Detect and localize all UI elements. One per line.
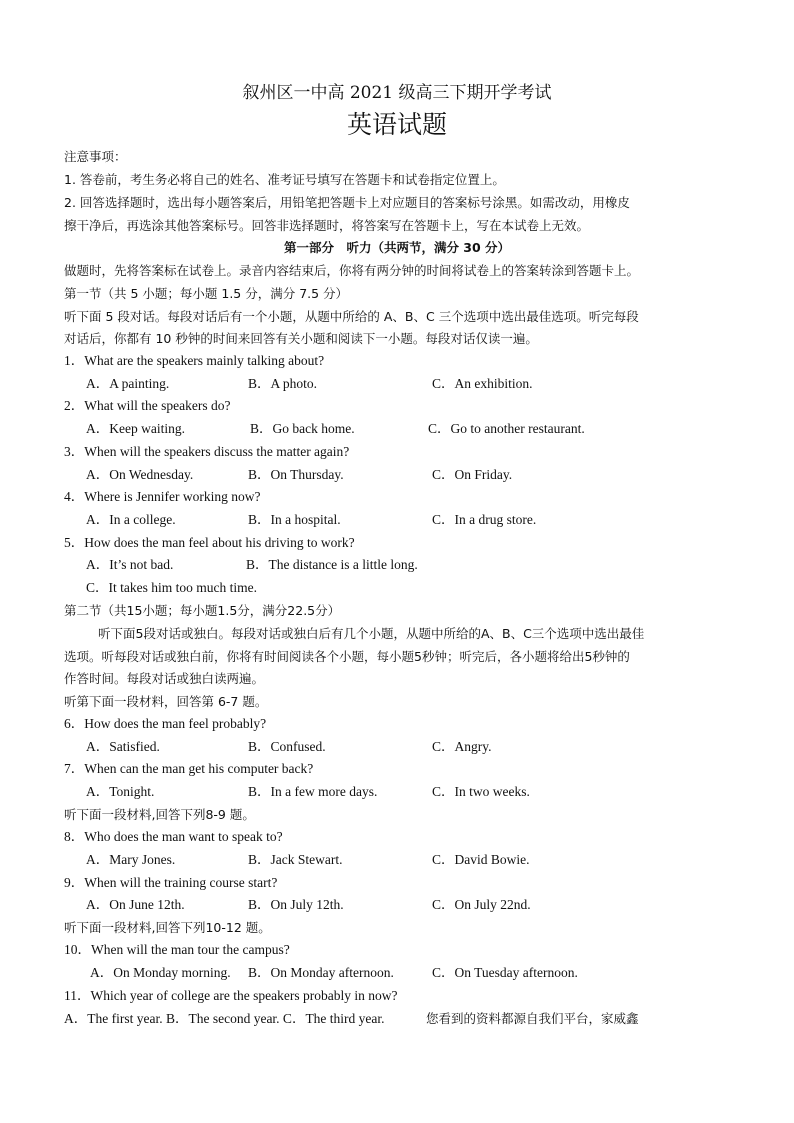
- option-a: A．Keep waiting.: [86, 421, 185, 436]
- option-b: B．The distance is a little long.: [246, 557, 418, 572]
- question-stem: 4．Where is Jennifer working now?: [64, 489, 261, 504]
- question-stem: 1．What are the speakers mainly talking about?: [64, 353, 325, 368]
- option-c: C．On Friday.: [432, 467, 513, 482]
- option-b: B．A photo.: [248, 376, 318, 391]
- option-c: C．Go to another restaurant.: [428, 421, 585, 436]
- option-a: A．It’s not bad.: [86, 557, 174, 572]
- note-2-line-1: 2. 回答选择题时，选出每小题答案后，用铅笔把答题卡上对应题目的答案标号涂黑。如需改动，用橡皮: [64, 195, 630, 210]
- exam-school-line: 叙州区一中高 2021 级高三下期开学考试: [242, 83, 552, 103]
- material-heading: 听第下面一段材料，回答第 6-7 题。: [64, 694, 268, 709]
- option-c: C．An exhibition.: [432, 376, 533, 391]
- section1-title: 第一节（共 5 小题；每小题 1.5 分，满分 7.5 分）: [64, 286, 349, 301]
- note-2-line-2: 擦干净后，再选涂其他答案标号。回答非选择题时，将答案写在答题卡上，写在本试卷上无效。: [64, 218, 590, 233]
- question-stem: 11．Which year of college are the speakers probably in now?: [64, 988, 398, 1003]
- section2-instruction-line-2: 选项。听每段对话或独白前，你将有时间阅读各个小题，每小题5秒钟；听完后，各小题将给出5秒钟的: [64, 649, 630, 664]
- question-stem: 7．When can the man get his computer back?: [64, 761, 314, 776]
- question-stem: 9．When will the training course start?: [64, 875, 278, 890]
- option-a: A．On Monday morning.: [90, 965, 231, 980]
- option-c: C．On Tuesday afternoon.: [432, 965, 578, 980]
- exam-subject-title: 英语试题: [346, 110, 447, 139]
- section1-instruction-line-1: 听下面 5 段对话。每段对话后有一个小题，从题中所给的 A、B、C 三个选项中选出最佳选项。听完每段: [64, 309, 639, 324]
- section2-instruction-line-3: 作答时间。每段对话或独白读两遍。: [64, 671, 265, 686]
- option-b: B．On July 12th.: [248, 897, 344, 912]
- question-stem: 8．Who does the man want to speak to?: [64, 829, 283, 844]
- section1-instruction-line-2: 对话后，你都有 10 秒钟的时间来回答有关小题和阅读下一小题。每段对话仅读一遍。: [64, 331, 538, 346]
- question-stem: 2．What will the speakers do?: [64, 398, 231, 413]
- option-a: A．Tonight.: [86, 784, 155, 799]
- options-line: A．The first year. B．The second year. C．The third year.: [64, 1011, 385, 1026]
- part1-title: 第一部分 听力（共两节，满分 30 分）: [283, 240, 511, 255]
- option-a: A．A painting.: [86, 376, 170, 391]
- note-1: 1. 答卷前，考生务必将自己的姓名、准考证号填写在答题卡和试卷指定位置上。: [64, 172, 505, 187]
- option-a: A．On June 12th.: [86, 897, 185, 912]
- option-b: B．Confused.: [248, 739, 326, 754]
- option-c: C．It takes him too much time.: [86, 580, 257, 595]
- option-b: B．Jack Stewart.: [248, 852, 343, 867]
- option-b: B．On Monday afternoon.: [248, 965, 394, 980]
- option-c: C．Angry.: [432, 739, 492, 754]
- trailing-note: 您看到的资料都源自我们平台，家威鑫: [426, 1011, 639, 1026]
- option-c: C．David Bowie.: [432, 852, 530, 867]
- material-heading: 听下面一段材料,回答下列8-9 题。: [64, 807, 255, 822]
- option-c: C．In two weeks.: [432, 784, 530, 799]
- option-c: C．On July 22nd.: [432, 897, 531, 912]
- option-a: A．On Wednesday.: [86, 467, 194, 482]
- option-b: B．In a hospital.: [248, 512, 341, 527]
- question-stem: 5．How does the man feel about his driving to work?: [64, 535, 355, 550]
- option-b: B．In a few more days.: [248, 784, 378, 799]
- option-a: A．Mary Jones.: [86, 852, 176, 867]
- section2-title: 第二节（共15小题；每小题1.5分，满分22.5分）: [64, 603, 341, 618]
- question-stem: 3．When will the speakers discuss the matter again?: [64, 444, 350, 459]
- material-heading: 听下面一段材料,回答下列10-12 题。: [64, 920, 271, 935]
- option-c: C．In a drug store.: [432, 512, 537, 527]
- section2-instruction-line-1: 听下面5段对话或独白。每段对话或独白后有几个小题，从题中所给的A、B、C三个选项中选出最佳: [98, 626, 645, 641]
- option-a: A．Satisfied.: [86, 739, 160, 754]
- question-stem: 6．How does the man feel probably?: [64, 716, 267, 731]
- notes-heading: 注意事项：: [64, 149, 127, 164]
- option-b: B．Go back home.: [250, 421, 355, 436]
- option-b: B．On Thursday.: [248, 467, 344, 482]
- option-a: A．In a college.: [86, 512, 176, 527]
- part1-intro: 做题时，先将答案标在试卷上。录音内容结束后，你将有两分钟的时间将试卷上的答案转涂到答题卡上。: [64, 263, 640, 278]
- question-stem: 10．When will the man tour the campus?: [64, 942, 290, 957]
